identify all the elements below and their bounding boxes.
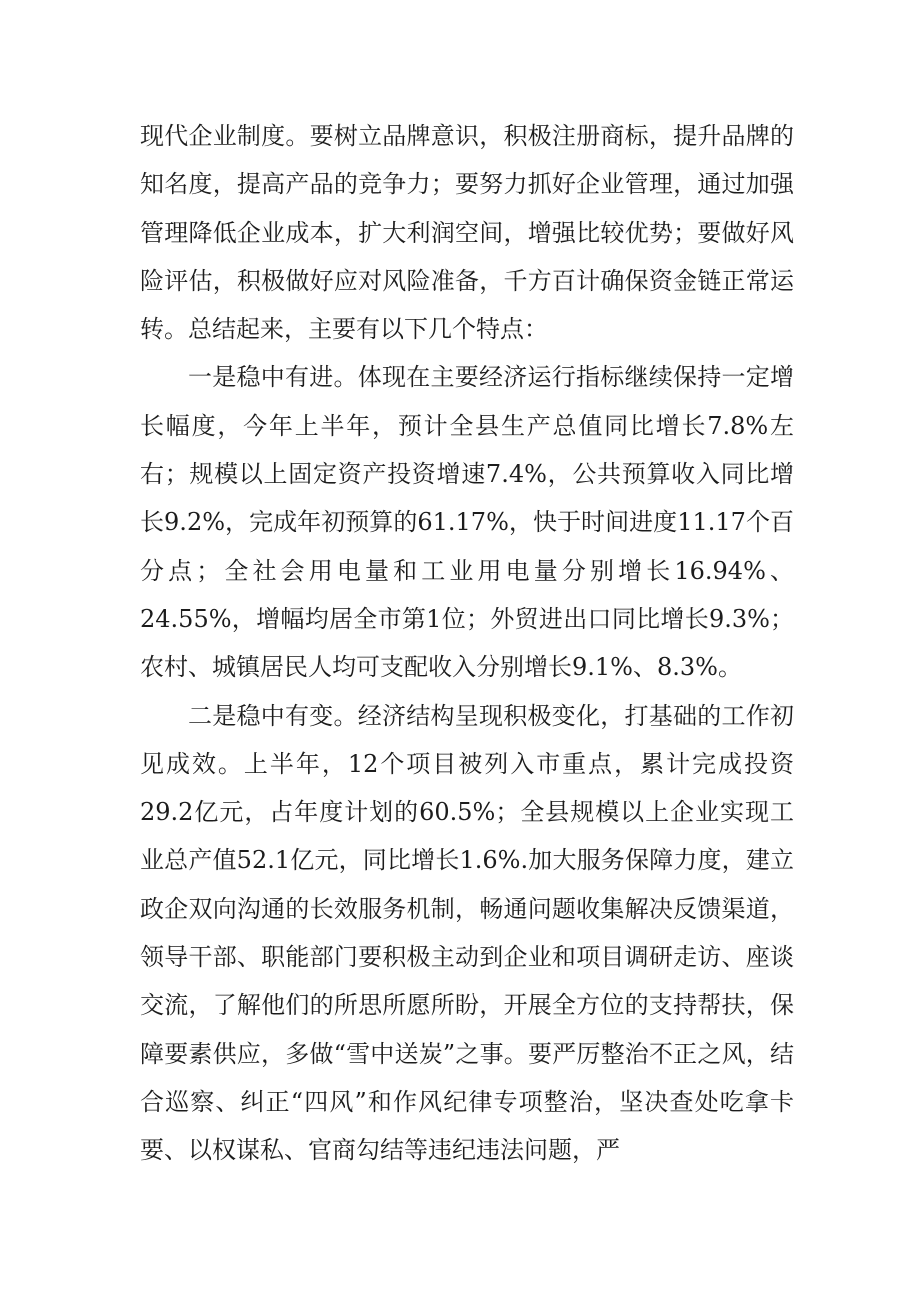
document-body [140,112,794,1175]
paragraph-3: 二是稳中有变。经济结构呈现积极变化，打基础的工作初见成效。上半年，12个项目被列入市重点，累计完成投资29.2亿元，占年度计划的60.5%；全县规模以上企业实现工业总产值52.1亿元，同比增长1.6%.加大服务保障力度，建立政企双向沟通的长效服务机制，畅通问题收集解决反馈渠道，领导干部、职能部门要积极主动到企业和项目调研走访、座谈交流，了解他们的所思所愿所盼，开展全方位的支持帮扶，保障要素供应，多做“雪中送炭”之事。要严厉整治不正之风，结合巡察、纠正“四风”和作风纪律专项整治，坚决查处吃拿卡要、以权谋私、官商勾结等违纪违法问题，严 [140,701,794,1165]
paragraph-1: 现代企业制度。要树立品牌意识，积极注册商标，提升品牌的知名度，提高产品的竞争力；要努力抓好企业管理，通过加强管理降低企业成本，扩大利润空间，增强比较优势；要做好风险评估，积极做好应对风险准备，千方百计确保资金链正常运转。总结起来，主要有以下几个特点： [140,122,794,344]
paragraph-2: 一是稳中有进。体现在主要经济运行指标继续保持一定增长幅度，今年上半年，预计全县生产总值同比增长7.8%左右；规模以上固定资产投资增速7.4%，公共预算收入同比增长9.2%，完成年初预算的61.17%，快于时间进度11.17个百分点；全社会用电量和工业用电量分别增长16.94%、24.55%，增幅均居全市第1位；外贸进出口同比增长9.3%；农村、城镇居民人均可支配收入分别增长9.1%、8.3%。 [140,363,794,682]
